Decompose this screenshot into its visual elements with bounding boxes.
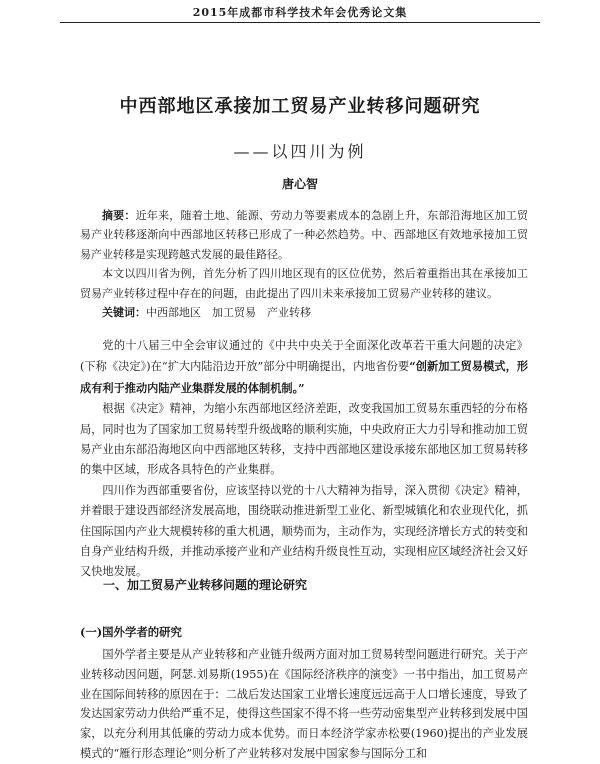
- paper-subtitle: ——以四川为例: [233, 142, 367, 161]
- abstract-label: 摘要：: [102, 209, 136, 222]
- body-paragraph-1-quote: “创新加工贸易模式，形成有利于推动内陆产业集群发展的体制机制。”: [80, 359, 529, 395]
- body-paragraph-3: 四川作为西部重要省份，应该坚持以党的十八大精神为指导，深入贯彻《决定》精神，并着眼于建设西部经济发展高地，围绕联动推进新型工业化、新型城镇化和农业现代化，抓住国际国内产业大规模转移的重大机遇，顺势而为，主动作为，实现经济增长方式的转变和自身产业结构升级，并推动承接产业和产业结构升级良性互动，实现相应区域经济社会又好又快地发展。: [80, 483, 528, 579]
- header-rule: [60, 22, 540, 23]
- abstract-paragraph-2: 本文以四川省为例，首先分析了四川地区现有的区位优势，然后着重指出其在承接加工贸易产业转移过程中存在的问题，由此提出了四川未来承接加工贸易产业转移的建议。: [80, 267, 528, 300]
- keywords-label: 关键词：: [102, 306, 146, 320]
- section-1-body: [80, 645, 528, 764]
- abstract-block: [80, 206, 528, 322]
- paper-title: 中西部地区承接加工贸易产业转移问题研究: [119, 96, 481, 117]
- introduction-body: [80, 336, 528, 583]
- abstract-paragraph-1: [80, 206, 528, 264]
- body-paragraph-1-text: 党的十八届三中全会审议通过的《中共中央关于全面深化改革若干重大问题的决定》(下称《决定》)在“扩大内陆沿边开放”部分中明确提出，内地省份要: [80, 339, 528, 374]
- body-paragraph-4: 国外学者主要是从产业转移和产业链升级两方面对加工贸易转型问题进行研究。关于产业转移动因问题，阿瑟.刘易斯(1955)在《国际经济秩序的演变》一书中指出，加工贸易产业在国际间转移的原因在于：二战后发达国家工业增长速度远远高于人口增长速度，导致了发达国家劳动力供给严重不足，使得这些国家不得不将一些劳动密集型产业转移到发展中国家，以充分利用其低廉的劳动力成本优势。而日本经济学家赤松要(1960)提出的产业发展模式的“雁行形态理论”则分析了产业转移对发展中国家参与国际分工和: [80, 648, 528, 760]
- keywords-text: 中西部地区 加工贸易 产业转移: [146, 306, 311, 320]
- paper-author: 唐心智: [281, 177, 318, 191]
- keywords-line: [80, 303, 528, 322]
- running-header: 2015年成都市科学技术年会优秀论文集: [192, 6, 408, 19]
- section-heading-1: 一、加工贸易产业转移问题的理论研究: [103, 578, 308, 592]
- body-paragraph-2: 根据《决定》精神，为缩小东西部地区经济差距，改变我国加工贸易东重西轻的分布格局，同时也为了国家加工贸易转型升级战略的顺利实施，中央政府正大力引导和推动加工贸易产业由东部沿海地区向中西部地区转移，支持中西部地区建设承接东部地区加工贸易转移的集中区域，形成各具特色的产业集群。: [80, 402, 528, 477]
- abstract-text-1: 近年来，随着土地、能源、劳动力等要素成本的急剧上升，东部沿海地区加工贸易产业转移逐渐向中西部地区转移已形成了一种必然趋势。中、西部地区有效地承接加工贸易产业转移是实现跨越式发展的最佳路径。: [80, 209, 529, 261]
- subsection-heading-1: (一)国外学者的研究: [80, 625, 182, 639]
- body-paragraph-1: [80, 336, 528, 399]
